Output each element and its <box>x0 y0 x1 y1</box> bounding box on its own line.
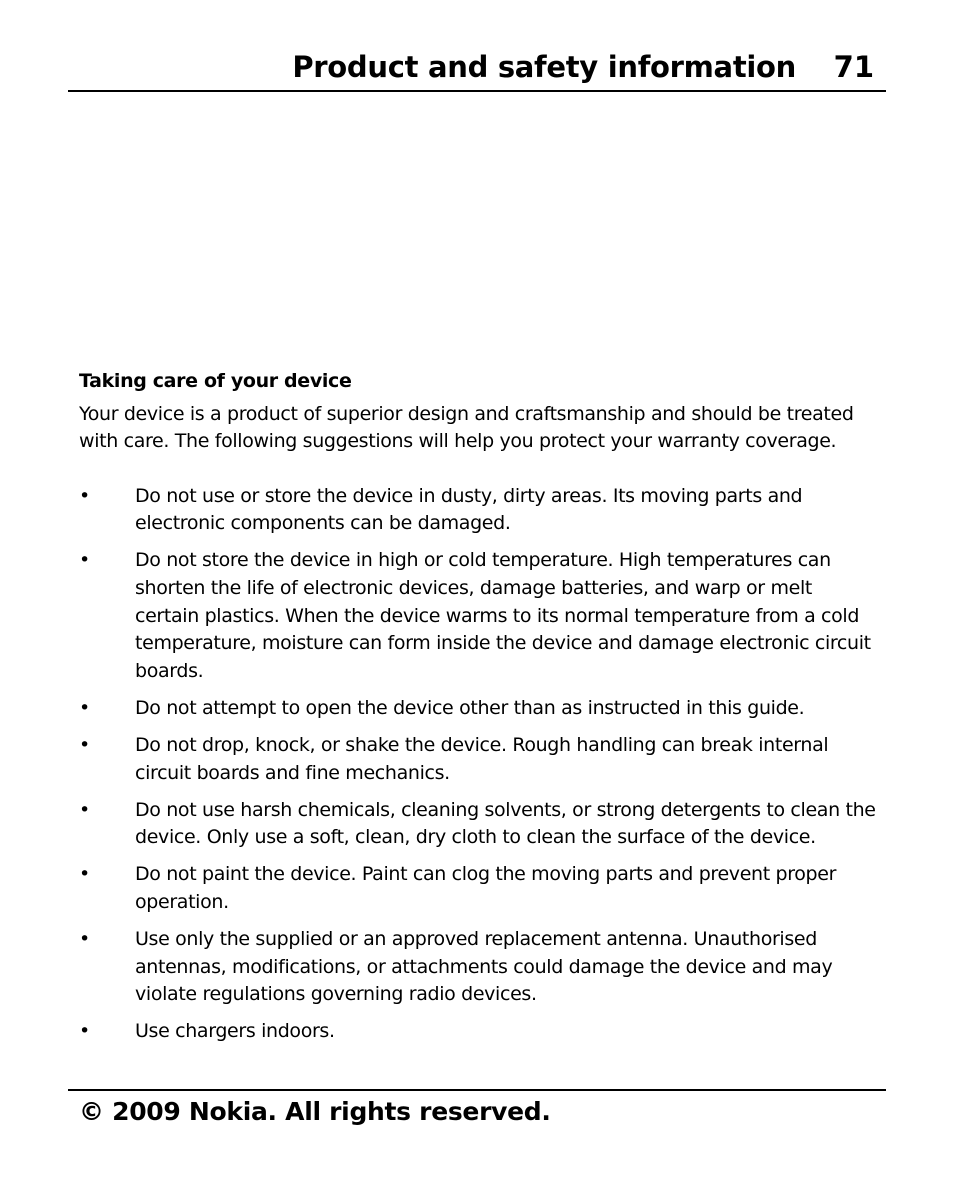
bullet-icon: • <box>79 1020 90 1043</box>
bullet-icon: • <box>79 696 90 719</box>
list-item <box>79 547 879 685</box>
page-header <box>68 50 886 92</box>
main-content <box>79 368 879 1055</box>
list-item-text: Use chargers indoors. <box>135 1020 335 1043</box>
list-item <box>79 797 879 852</box>
list-item-text: Do not store the device in high or cold temperature. High temperatures can shorten the life of electronic devices, damage batteries, and warp or melt certain plastics. When the device warms to its normal temperature from a cold temperature, moisture can form inside the device and damage electronic circuit boards. <box>135 549 871 682</box>
bullet-icon: • <box>79 734 90 757</box>
list-item-text: Do not use or store the device in dusty, dirty areas. Its moving parts and electronic components can be damaged. <box>135 484 803 535</box>
list-item <box>79 483 879 538</box>
care-bullet-list <box>79 483 879 1046</box>
list-item <box>79 695 879 723</box>
list-item-text: Do not attempt to open the device other than as instructed in this guide. <box>135 696 805 719</box>
bullet-icon: • <box>79 928 90 951</box>
list-item-text: Do not drop, knock, or shake the device. Rough handling can break internal circuit boards and fine mechanics. <box>135 734 829 784</box>
list-item-text: Do not paint the device. Paint can clog the moving parts and prevent proper operation. <box>135 863 837 913</box>
list-item <box>79 1018 879 1046</box>
bullet-icon: • <box>79 549 90 572</box>
copyright-notice: © 2009 Nokia. All rights reserved. <box>79 1097 551 1126</box>
page-number: 71 <box>833 50 874 84</box>
list-item <box>79 926 879 1009</box>
section-heading: Taking care of your device <box>79 370 352 392</box>
list-item <box>79 861 879 916</box>
bullet-icon: • <box>79 863 90 886</box>
list-item <box>79 732 879 787</box>
list-item-text: Do not use harsh chemicals, cleaning solvents, or strong detergents to clean the device. Only use a soft, clean, dry cloth to clean the surface of the device. <box>135 798 876 849</box>
list-item-text: Use only the supplied or an approved replacement antenna. Unauthorised antennas, modifications, or attachments could damage the device and may violate regulations governing radio devices. <box>135 928 833 1006</box>
intro-paragraph: Your device is a product of superior design and craftsmanship and should be treated with care. The following suggestions will help you protect your warranty coverage. <box>79 402 854 453</box>
bullet-icon: • <box>79 798 90 821</box>
bullet-icon: • <box>79 484 90 507</box>
page-title: Product and safety information <box>292 50 796 84</box>
page-footer <box>68 1089 886 1126</box>
